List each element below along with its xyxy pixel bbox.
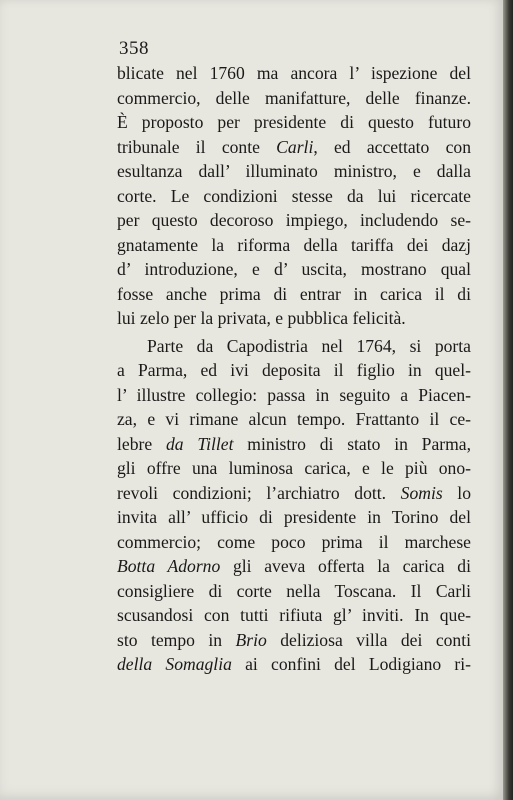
italic-name: della Somaglia bbox=[117, 654, 232, 674]
text-line bbox=[117, 257, 471, 282]
book-spine-edge bbox=[503, 0, 513, 800]
text-run: gli aveva offerta la carica di bbox=[220, 556, 471, 576]
text-run: commercio; come poco prima il marchese bbox=[117, 531, 471, 552]
text-run: lui zelo per la privata, e pubblica felicità. bbox=[117, 308, 406, 328]
text-run: sto tempo in bbox=[117, 629, 236, 650]
body-text bbox=[117, 61, 471, 677]
text-run: revoli condizioni; l’archiatro dott. bbox=[117, 482, 401, 503]
text-line bbox=[117, 481, 471, 506]
text-run: corte. Le condizioni stesse da lui ricercate bbox=[117, 185, 471, 206]
text-run: consigliere di corte nella Toscana. Il Carli bbox=[117, 580, 471, 601]
text-run: deliziosa villa dei conti bbox=[266, 629, 471, 650]
text-run: per questo decoroso impiego, includendo se- bbox=[117, 210, 471, 230]
text-run: , ed accettato con bbox=[313, 136, 471, 157]
text-line bbox=[117, 628, 471, 653]
italic-name: Brio bbox=[235, 629, 267, 650]
text-line bbox=[117, 233, 471, 258]
text-line bbox=[117, 208, 471, 233]
text-run: scusandosi con tutti rifiuta gl’ inviti. In que- bbox=[117, 605, 471, 625]
text-line bbox=[117, 505, 471, 530]
page-number: 358 bbox=[119, 38, 149, 59]
text-line bbox=[117, 86, 471, 111]
text-line bbox=[117, 358, 471, 383]
text-line bbox=[117, 110, 471, 135]
text-run: d’ introduzione, e d’ uscita, mostrano qual bbox=[117, 259, 471, 279]
text-run: tribunale il conte bbox=[117, 136, 277, 157]
text-line bbox=[117, 554, 471, 579]
text-line bbox=[117, 334, 471, 359]
text-line bbox=[117, 282, 471, 307]
text-line bbox=[117, 407, 471, 432]
text-line bbox=[117, 652, 471, 677]
text-line bbox=[117, 603, 471, 628]
text-run: commercio, delle manifatture, delle finanze. bbox=[117, 87, 471, 108]
text-line bbox=[117, 306, 471, 331]
text-line bbox=[117, 456, 471, 481]
text-run: blicate nel 1760 ma ancora l’ ispezione del bbox=[117, 63, 471, 83]
text-run: lebre bbox=[117, 433, 166, 454]
text-line bbox=[117, 159, 471, 184]
text-line bbox=[117, 135, 471, 160]
text-run: za, e vi rimane alcun tempo. Frattanto il ce- bbox=[117, 409, 471, 429]
text-run: gnatamente la riforma della tariffa dei dazj bbox=[117, 234, 471, 255]
text-line bbox=[117, 530, 471, 555]
text-run: fosse anche prima di entrar in carica il di bbox=[117, 283, 471, 304]
text-run: Parte da Capodistria nel 1764, si porta bbox=[147, 335, 471, 356]
italic-name: Carli bbox=[276, 136, 314, 157]
italic-name: da Tillet bbox=[165, 433, 234, 454]
text-run: ministro di stato in Parma, bbox=[233, 433, 472, 454]
text-run: ai confini del Lodigiano ri- bbox=[231, 654, 471, 674]
text-run: l’ illustre collegio: passa in seguito a Piacen- bbox=[117, 384, 471, 405]
text-run: a Parma, ed ivi deposita il figlio in quel- bbox=[117, 360, 471, 380]
text-run: invita all’ ufficio di presidente in Torino del bbox=[117, 507, 471, 527]
text-run: È proposto per presidente di questo futuro bbox=[117, 112, 471, 132]
text-line bbox=[117, 383, 471, 408]
text-run: gli offre una luminosa carica, e le più ono- bbox=[117, 458, 471, 478]
text-line bbox=[117, 579, 471, 604]
text-line bbox=[117, 61, 471, 86]
text-line bbox=[117, 432, 471, 457]
italic-name: Botta Adorno bbox=[117, 556, 221, 576]
text-run: esultanza dall’ illuminato ministro, e dalla bbox=[117, 161, 471, 181]
text-line bbox=[117, 184, 471, 209]
italic-name: Somis bbox=[400, 482, 443, 503]
text-run: lo bbox=[442, 482, 471, 503]
